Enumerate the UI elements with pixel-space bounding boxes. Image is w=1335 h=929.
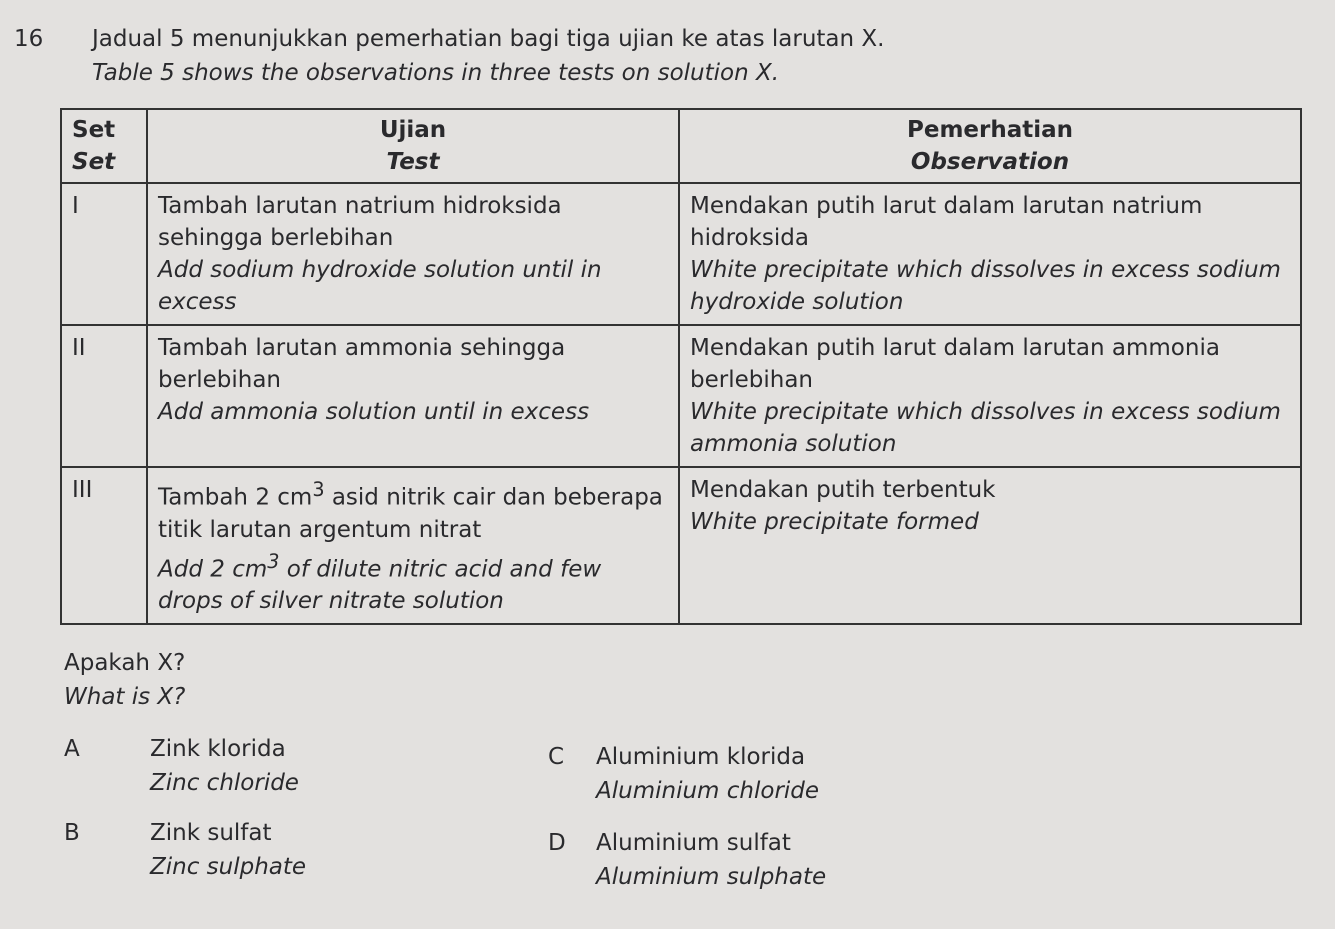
obs-ms: Mendakan putih terbentuk (690, 477, 996, 503)
obs-en: White precipitate which dissolves in excess sodium ammonia solution (690, 399, 1281, 457)
observation-cell (679, 183, 1301, 325)
observation-table (60, 108, 1302, 625)
table-row (61, 325, 1301, 467)
obs-en: White precipitate formed (690, 509, 979, 535)
observation-cell (679, 467, 1301, 624)
header-obs-en: Observation (910, 149, 1070, 175)
superscript: 3 (267, 549, 280, 573)
question-stem-english: Table 5 shows the observations in three tests on solution X. (92, 60, 780, 86)
test-cell (147, 467, 679, 624)
question-number: 16 (14, 26, 44, 52)
table-row (61, 183, 1301, 325)
table-header-row (61, 109, 1301, 183)
option-letter: D (548, 830, 566, 856)
option-text-ms: Aluminium sulfat (596, 830, 791, 856)
header-set-en: Set (72, 149, 116, 175)
set-cell: I (61, 183, 147, 325)
test-ms: Tambah larutan ammonia sehingga berlebihan (158, 335, 566, 393)
option-text-ms: Zink sulfat (150, 820, 272, 846)
option-letter: A (64, 736, 80, 762)
obs-en: White precipitate which dissolves in excess sodium hydroxide solution (690, 257, 1281, 315)
superscript: 3 (312, 478, 325, 501)
test-en (158, 546, 668, 618)
test-en: Add ammonia solution until in excess (158, 399, 590, 425)
obs-ms: Mendakan putih larut dalam larutan natrium hidroksida (690, 193, 1203, 251)
obs-ms: Mendakan putih larut dalam larutan ammonia berlebihan (690, 335, 1220, 393)
option-text-en: Aluminium chloride (596, 778, 820, 804)
option-letter: B (64, 820, 80, 846)
header-obs-ms: Pemerhatian (906, 117, 1074, 143)
header-test-en: Test (386, 149, 440, 175)
test-ms-part-a: Tambah 2 cm (158, 484, 313, 511)
header-test-ms: Ujian (379, 117, 447, 143)
test-en: Add sodium hydroxide solution until in excess (158, 257, 602, 315)
header-test (147, 109, 679, 183)
option-text-en: Zinc sulphate (150, 854, 307, 880)
prompt-malay: Apakah X? (64, 650, 186, 676)
option-text-en: Aluminium sulphate (596, 864, 827, 890)
option-text-en: Zinc chloride (150, 770, 299, 796)
prompt-english: What is X? (64, 684, 186, 710)
option-text-ms: Aluminium klorida (596, 744, 806, 770)
observation-cell (679, 325, 1301, 467)
header-set (61, 109, 147, 183)
test-ms-part-b: asid nitrik cair dan beberapa titik larutan argentum nitrat (158, 484, 663, 543)
test-en-part-b: of dilute nitric acid and few drops of silver nitrate solution (158, 556, 602, 615)
option-text-ms: Zink klorida (150, 736, 286, 762)
table-row (61, 467, 1301, 624)
set-cell: II (61, 325, 147, 467)
question-stem-malay: Jadual 5 menunjukkan pemerhatian bagi tiga ujian ke atas larutan X. (92, 26, 885, 52)
header-observation (679, 109, 1301, 183)
header-set-ms: Set (72, 117, 116, 143)
set-cell: III (61, 467, 147, 624)
test-ms (158, 474, 668, 546)
test-cell (147, 183, 679, 325)
option-letter: C (548, 744, 565, 770)
test-en-part-a: Add 2 cm (158, 556, 268, 583)
test-cell (147, 325, 679, 467)
test-ms: Tambah larutan natrium hidroksida sehingga berlebihan (158, 193, 562, 251)
